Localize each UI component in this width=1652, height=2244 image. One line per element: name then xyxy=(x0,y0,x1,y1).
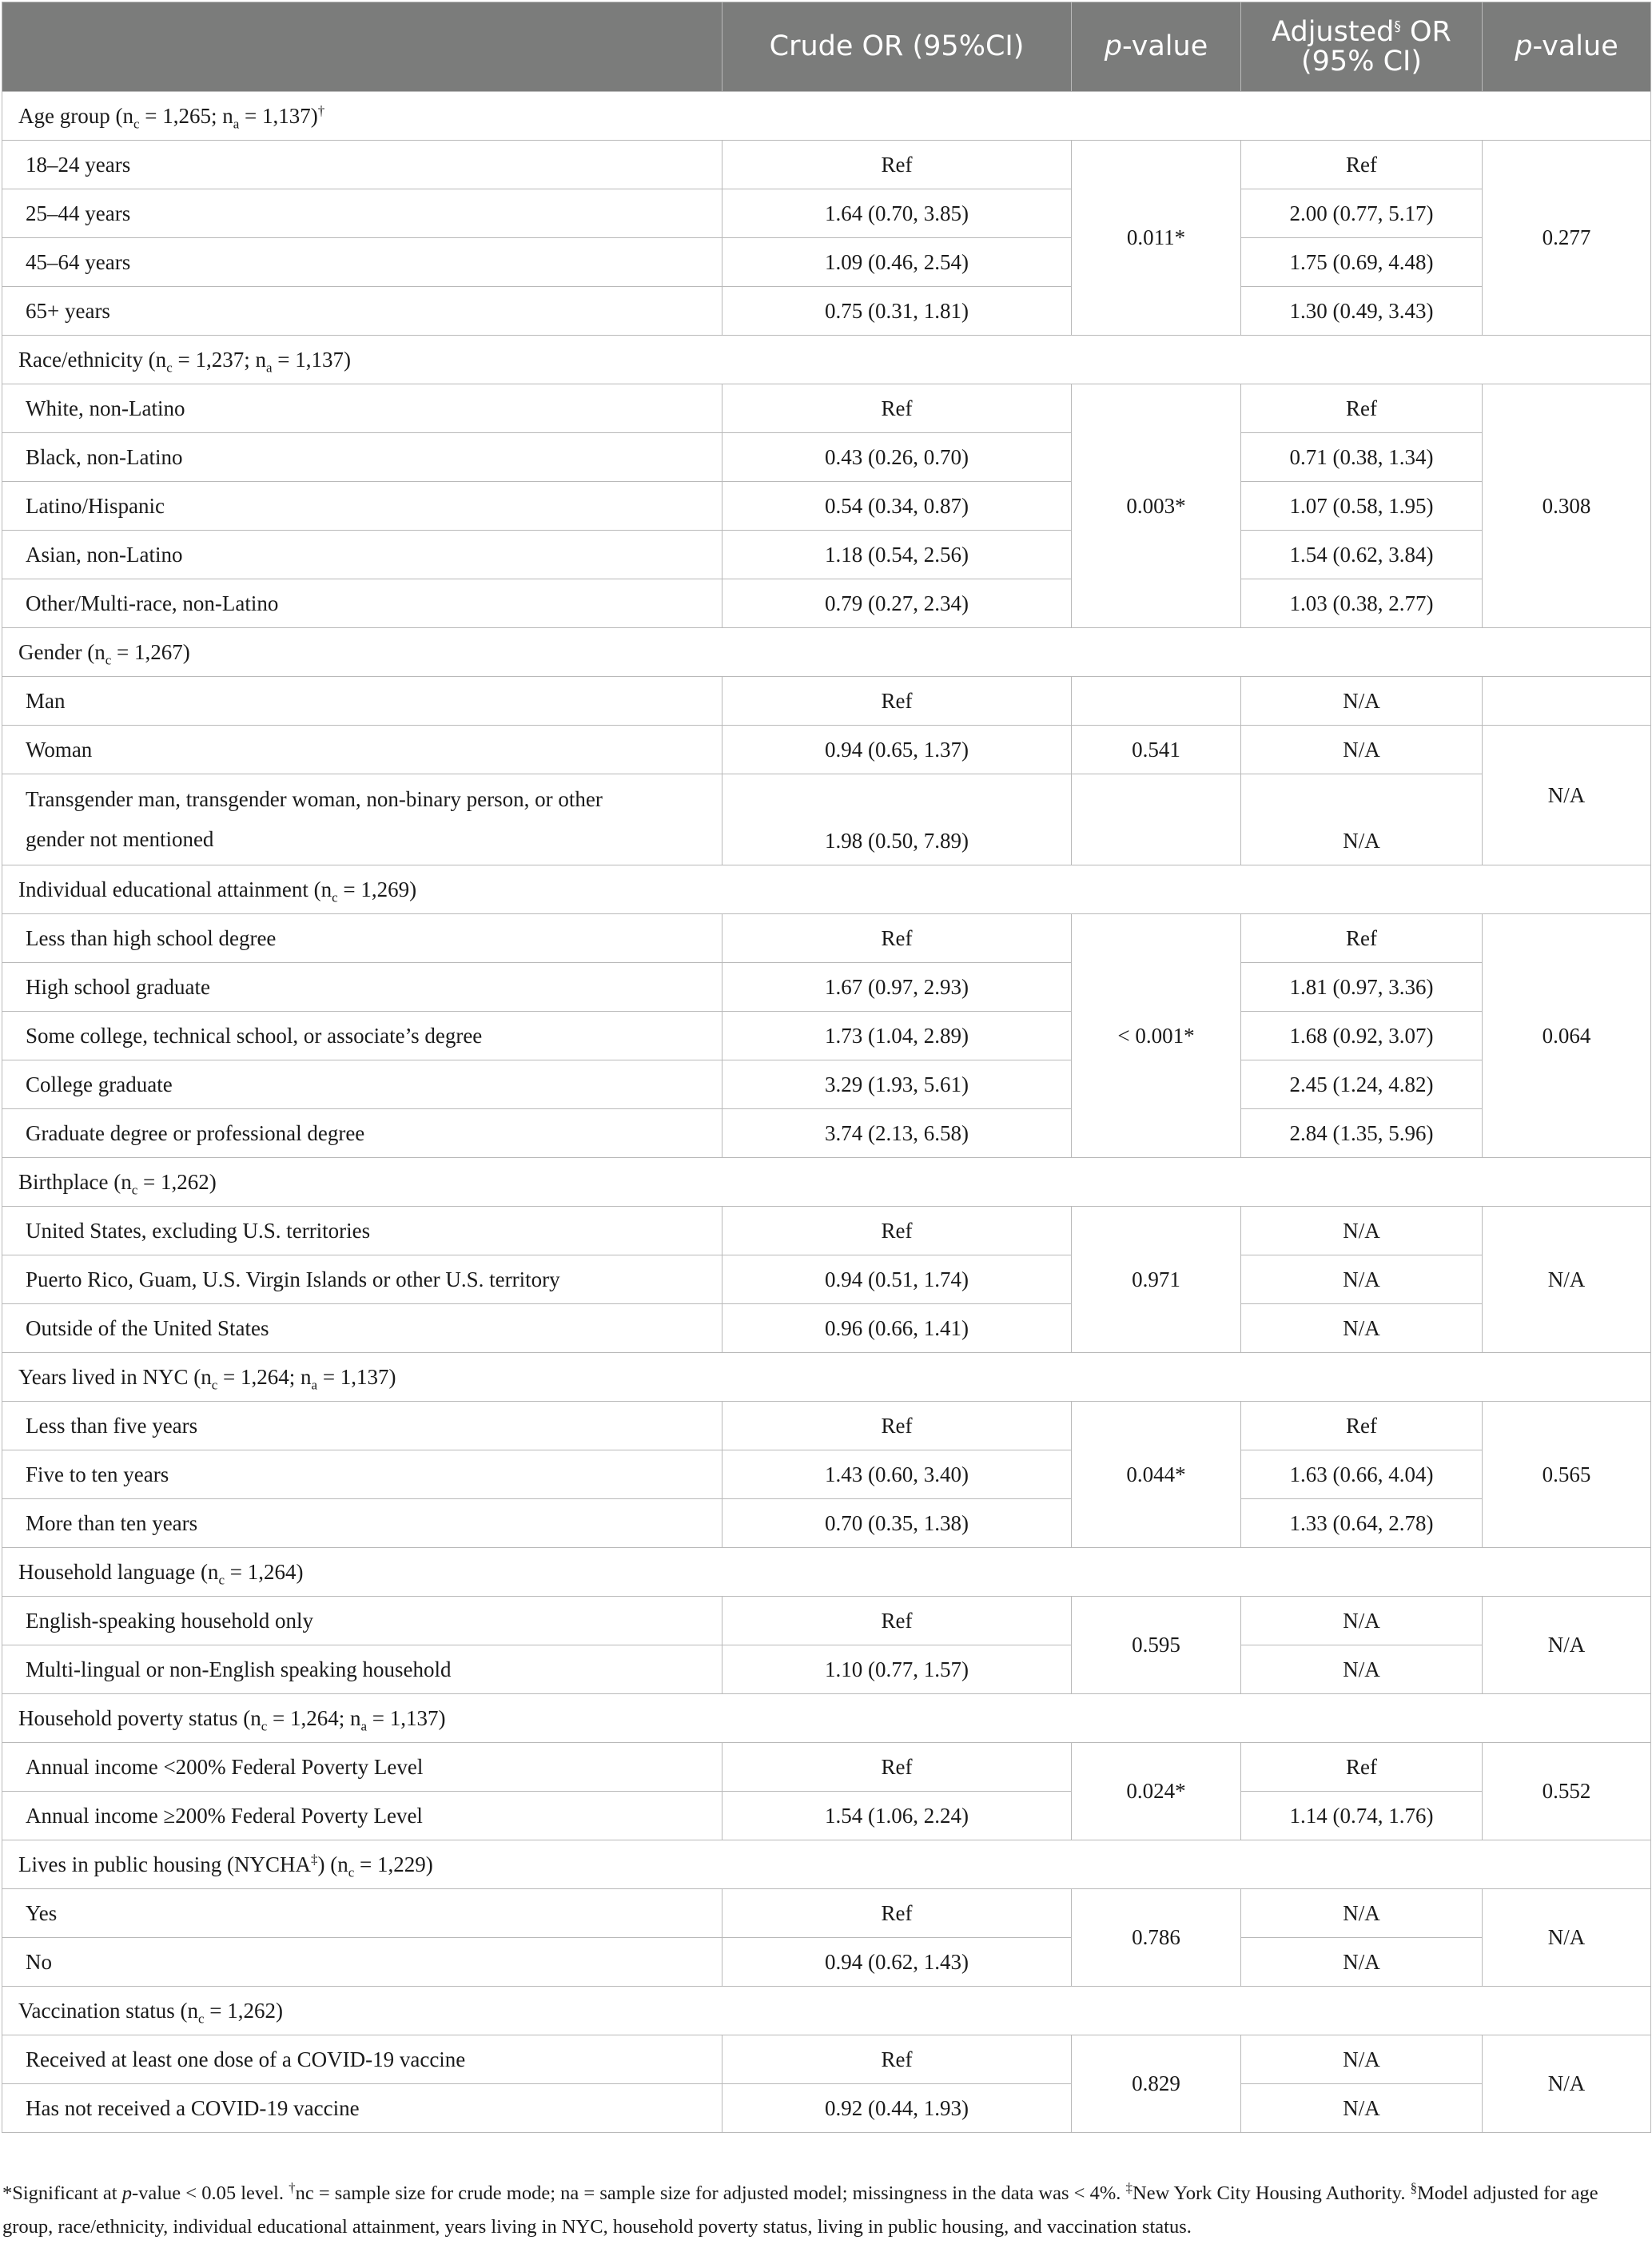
row-label: Five to ten years xyxy=(2,1450,723,1499)
table-row xyxy=(2,1645,1651,1694)
crude-pvalue-cell: 0.971 xyxy=(1072,1207,1241,1353)
crude-or-cell: 1.98 (0.50, 7.89) xyxy=(723,774,1072,865)
adjusted-or-cell: 1.63 (0.66, 4.04) xyxy=(1241,1450,1483,1499)
adjusted-or-cell: Ref xyxy=(1241,384,1483,433)
header-crude-pvalue: p-value xyxy=(1072,2,1241,92)
section-row xyxy=(2,1694,1651,1743)
row-label: Asian, non-Latino xyxy=(2,531,723,579)
section-title-poverty: Household poverty status ($n_c = 1,264$; $n_a = 1,137$) xyxy=(2,1694,1651,1743)
adjusted-pvalue-cell: N/A xyxy=(1483,1889,1651,1987)
row-label: 25–44 years xyxy=(2,189,723,238)
table-row xyxy=(2,1450,1651,1499)
row-label: Has not received a COVID-19 vaccine xyxy=(2,2084,723,2133)
table-row xyxy=(2,1255,1651,1304)
crude-or-cell: 1.43 (0.60, 3.40) xyxy=(723,1450,1072,1499)
row-label: Woman xyxy=(2,726,723,774)
adjusted-or-cell: 1.03 (0.38, 2.77) xyxy=(1241,579,1483,628)
adjusted-or-cell: 2.84 (1.35, 5.96) xyxy=(1241,1109,1483,1158)
section-title-age: Age group ($n_c = 1,265$; $n_a = 1,137)^\dagger$ xyxy=(2,92,1651,141)
row-label: Yes xyxy=(2,1889,723,1938)
adjusted-or-cell: 2.00 (0.77, 5.17) xyxy=(1241,189,1483,238)
adjusted-or-cell: 1.54 (0.62, 3.84) xyxy=(1241,531,1483,579)
crude-or-cell: 1.64 (0.70, 3.85) xyxy=(723,189,1072,238)
crude-or-cell: 3.74 (2.13, 6.58) xyxy=(723,1109,1072,1158)
adjusted-pvalue-cell-empty xyxy=(1483,677,1651,726)
section-row xyxy=(2,92,1651,141)
header-adjusted-or: Adjusted§ OR (95% CI) xyxy=(1241,2,1483,92)
adjusted-or-cell: N/A xyxy=(1241,1938,1483,1987)
table-row xyxy=(2,1743,1651,1792)
row-label: Other/Multi-race, non-Latino xyxy=(2,579,723,628)
table-row xyxy=(2,1792,1651,1840)
section-title-years-nyc: Years lived in NYC ($n_c = 1,264$; $n_a = 1,137$) xyxy=(2,1353,1651,1402)
adjusted-or-cell: 1.33 (0.64, 2.78) xyxy=(1241,1499,1483,1548)
adjusted-or-cell: 0.71 (0.38, 1.34) xyxy=(1241,433,1483,482)
table-row xyxy=(2,189,1651,238)
table-row xyxy=(2,141,1651,189)
crude-pvalue-cell-empty xyxy=(1072,677,1241,726)
table-row xyxy=(2,1938,1651,1987)
crude-or-cell: 1.18 (0.54, 2.56) xyxy=(723,531,1072,579)
adjusted-or-cell: N/A xyxy=(1241,726,1483,774)
crude-or-cell: Ref xyxy=(723,1889,1072,1938)
section-row xyxy=(2,1840,1651,1889)
table-header xyxy=(2,2,1651,92)
crude-or-cell: 0.43 (0.26, 0.70) xyxy=(723,433,1072,482)
crude-or-cell: 0.92 (0.44, 1.93) xyxy=(723,2084,1072,2133)
adjusted-or-cell: N/A xyxy=(1241,1304,1483,1353)
section-row xyxy=(2,1158,1651,1207)
crude-pvalue-cell: 0.024* xyxy=(1072,1743,1241,1840)
table-row xyxy=(2,1060,1651,1109)
crude-pvalue-cell: 0.595 xyxy=(1072,1597,1241,1694)
row-label: Less than five years xyxy=(2,1402,723,1450)
table-row xyxy=(2,238,1651,287)
adjusted-pvalue-cell: N/A xyxy=(1483,1597,1651,1694)
crude-or-cell: Ref xyxy=(723,1743,1072,1792)
adjusted-or-cell: N/A xyxy=(1241,774,1483,865)
table-row xyxy=(2,531,1651,579)
table-footnote: *Significant at p-value < 0.05 level. †nc = sample size for crude mode; na = sample size for adjusted model; missingness in the data was < 4%. ‡New York City Housing Authority. §Model adjusted for age group, race/ethnicity, individual educational attainment, years living in NYC, household poverty status, living in public housing, and vaccination status. xyxy=(2,2179,1598,2238)
section-title-birthplace: Birthplace $(n_c = 1,262)$ xyxy=(2,1158,1651,1207)
crude-pvalue-cell: < 0.001* xyxy=(1072,914,1241,1158)
crude-or-cell: 1.67 (0.97, 2.93) xyxy=(723,963,1072,1012)
adjusted-pvalue-cell: 0.565 xyxy=(1483,1402,1651,1548)
table-row xyxy=(2,1109,1651,1158)
header-adjusted-pvalue: p-value xyxy=(1483,2,1651,92)
table-row xyxy=(2,2035,1651,2084)
section-title-race: Race/ethnicity ($n_c = 1,237$; $n_a = 1,137$) xyxy=(2,336,1651,384)
section-row xyxy=(2,865,1651,914)
adjusted-pvalue-cell: 0.064 xyxy=(1483,914,1651,1158)
row-label: Black, non-Latino xyxy=(2,433,723,482)
crude-or-cell: 0.94 (0.51, 1.74) xyxy=(723,1255,1072,1304)
adjusted-pvalue-cell: N/A xyxy=(1483,2035,1651,2133)
crude-or-cell: Ref xyxy=(723,1207,1072,1255)
adjusted-or-cell: 1.75 (0.69, 4.48) xyxy=(1241,238,1483,287)
crude-or-cell: Ref xyxy=(723,914,1072,963)
crude-or-cell: Ref xyxy=(723,677,1072,726)
header-blank xyxy=(2,2,723,92)
table-row xyxy=(2,384,1651,433)
crude-pvalue-cell: 0.829 xyxy=(1072,2035,1241,2133)
adjusted-or-cell: N/A xyxy=(1241,1255,1483,1304)
adjusted-or-cell: N/A xyxy=(1241,1889,1483,1938)
table-row xyxy=(2,914,1651,963)
row-label: Annual income <200% Federal Poverty Level xyxy=(2,1743,723,1792)
adjusted-or-cell: N/A xyxy=(1241,2084,1483,2133)
crude-or-cell: 0.54 (0.34, 0.87) xyxy=(723,482,1072,531)
row-label: Less than high school degree xyxy=(2,914,723,963)
adjusted-or-cell: 1.30 (0.49, 3.43) xyxy=(1241,287,1483,336)
section-title-education: Individual educational attainment $(n_c = 1,269)$ xyxy=(2,865,1651,914)
crude-or-cell: Ref xyxy=(723,2035,1072,2084)
row-label: Transgender man, transgender woman, non-binary person, or other gender not mentioned xyxy=(2,774,723,865)
adjusted-or-cell: Ref xyxy=(1241,1402,1483,1450)
adjusted-or-cell: 1.68 (0.92, 3.07) xyxy=(1241,1012,1483,1060)
crude-pvalue-cell-empty xyxy=(1072,774,1241,865)
crude-or-cell: Ref xyxy=(723,141,1072,189)
section-row xyxy=(2,1987,1651,2035)
table-row xyxy=(2,1889,1651,1938)
crude-or-cell: 3.29 (1.93, 5.61) xyxy=(723,1060,1072,1109)
odds-ratio-table xyxy=(2,2,1651,2133)
crude-or-cell: Ref xyxy=(723,384,1072,433)
row-label: English-speaking household only xyxy=(2,1597,723,1645)
crude-or-cell: 0.94 (0.65, 1.37) xyxy=(723,726,1072,774)
crude-or-cell: Ref xyxy=(723,1402,1072,1450)
adjusted-pvalue-cell: N/A xyxy=(1483,726,1651,865)
crude-pvalue-cell: 0.541 xyxy=(1072,726,1241,774)
adjusted-or-cell: N/A xyxy=(1241,1207,1483,1255)
crude-pvalue-cell: 0.044* xyxy=(1072,1402,1241,1548)
header-crude-or: Crude OR (95%CI) xyxy=(723,2,1072,92)
row-label: More than ten years xyxy=(2,1499,723,1548)
section-row xyxy=(2,1548,1651,1597)
crude-or-cell: 1.10 (0.77, 1.57) xyxy=(723,1645,1072,1694)
row-label: Multi-lingual or non-English speaking household xyxy=(2,1645,723,1694)
row-label: Annual income ≥200% Federal Poverty Level xyxy=(2,1792,723,1840)
adjusted-or-cell: 2.45 (1.24, 4.82) xyxy=(1241,1060,1483,1109)
row-label: Graduate degree or professional degree xyxy=(2,1109,723,1158)
crude-or-cell: 0.79 (0.27, 2.34) xyxy=(723,579,1072,628)
table-row xyxy=(2,1499,1651,1548)
adjusted-pvalue-cell: 0.308 xyxy=(1483,384,1651,628)
row-label: 45–64 years xyxy=(2,238,723,287)
row-label: Outside of the United States xyxy=(2,1304,723,1353)
adjusted-or-cell: 1.07 (0.58, 1.95) xyxy=(1241,482,1483,531)
adjusted-pvalue-cell: 0.277 xyxy=(1483,141,1651,336)
table-row xyxy=(2,2084,1651,2133)
crude-or-cell: 0.94 (0.62, 1.43) xyxy=(723,1938,1072,1987)
crude-or-cell: 0.70 (0.35, 1.38) xyxy=(723,1499,1072,1548)
crude-pvalue-cell: 0.003* xyxy=(1072,384,1241,628)
row-label: 65+ years xyxy=(2,287,723,336)
table-row xyxy=(2,433,1651,482)
row-label: High school graduate xyxy=(2,963,723,1012)
crude-or-cell: 0.75 (0.31, 1.81) xyxy=(723,287,1072,336)
adjusted-or-cell: 1.81 (0.97, 3.36) xyxy=(1241,963,1483,1012)
table-row xyxy=(2,1012,1651,1060)
row-label: Man xyxy=(2,677,723,726)
row-label: Puerto Rico, Guam, U.S. Virgin Islands or other U.S. territory xyxy=(2,1255,723,1304)
crude-or-cell: 1.54 (1.06, 2.24) xyxy=(723,1792,1072,1840)
adjusted-or-cell: Ref xyxy=(1241,1743,1483,1792)
row-label: Received at least one dose of a COVID-19 vaccine xyxy=(2,2035,723,2084)
section-row xyxy=(2,628,1651,677)
adjusted-or-cell: N/A xyxy=(1241,677,1483,726)
section-title-vaccination: Vaccination status $(n_c = 1,262)$ xyxy=(2,1987,1651,2035)
section-title-language: Household language $(n_c = 1,264)$ xyxy=(2,1548,1651,1597)
table-row xyxy=(2,1304,1651,1353)
table-row xyxy=(2,677,1651,726)
crude-or-cell: Ref xyxy=(723,1597,1072,1645)
adjusted-or-cell: Ref xyxy=(1241,141,1483,189)
adjusted-or-cell: N/A xyxy=(1241,2035,1483,2084)
row-label: 18–24 years xyxy=(2,141,723,189)
adjusted-or-cell: N/A xyxy=(1241,1597,1483,1645)
table-row xyxy=(2,774,1651,865)
crude-pvalue-cell: 0.011* xyxy=(1072,141,1241,336)
adjusted-pvalue-cell: N/A xyxy=(1483,1207,1651,1353)
adjusted-or-cell: 1.14 (0.74, 1.76) xyxy=(1241,1792,1483,1840)
row-label: White, non-Latino xyxy=(2,384,723,433)
row-label: Latino/Hispanic xyxy=(2,482,723,531)
table-row xyxy=(2,482,1651,531)
section-row xyxy=(2,336,1651,384)
table-row xyxy=(2,579,1651,628)
crude-pvalue-cell: 0.786 xyxy=(1072,1889,1241,1987)
row-label: Some college, technical school, or associate’s degree xyxy=(2,1012,723,1060)
adjusted-or-cell: N/A xyxy=(1241,1645,1483,1694)
crude-or-cell: 0.96 (0.66, 1.41) xyxy=(723,1304,1072,1353)
section-title-public-housing: Lives in public housing (NYCHA‡) $(n_c = 1,229)$ xyxy=(2,1840,1651,1889)
adjusted-pvalue-cell: 0.552 xyxy=(1483,1743,1651,1840)
table-row xyxy=(2,963,1651,1012)
table-row xyxy=(2,726,1651,774)
row-label: No xyxy=(2,1938,723,1987)
table-row xyxy=(2,1402,1651,1450)
row-label: United States, excluding U.S. territories xyxy=(2,1207,723,1255)
row-label: College graduate xyxy=(2,1060,723,1109)
section-title-gender: Gender $(n_c = 1,267)$ xyxy=(2,628,1651,677)
table-row xyxy=(2,1207,1651,1255)
table-row xyxy=(2,287,1651,336)
table-row xyxy=(2,1597,1651,1645)
crude-or-cell: 1.09 (0.46, 2.54) xyxy=(723,238,1072,287)
crude-or-cell: 1.73 (1.04, 2.89) xyxy=(723,1012,1072,1060)
section-row xyxy=(2,1353,1651,1402)
adjusted-or-cell: Ref xyxy=(1241,914,1483,963)
